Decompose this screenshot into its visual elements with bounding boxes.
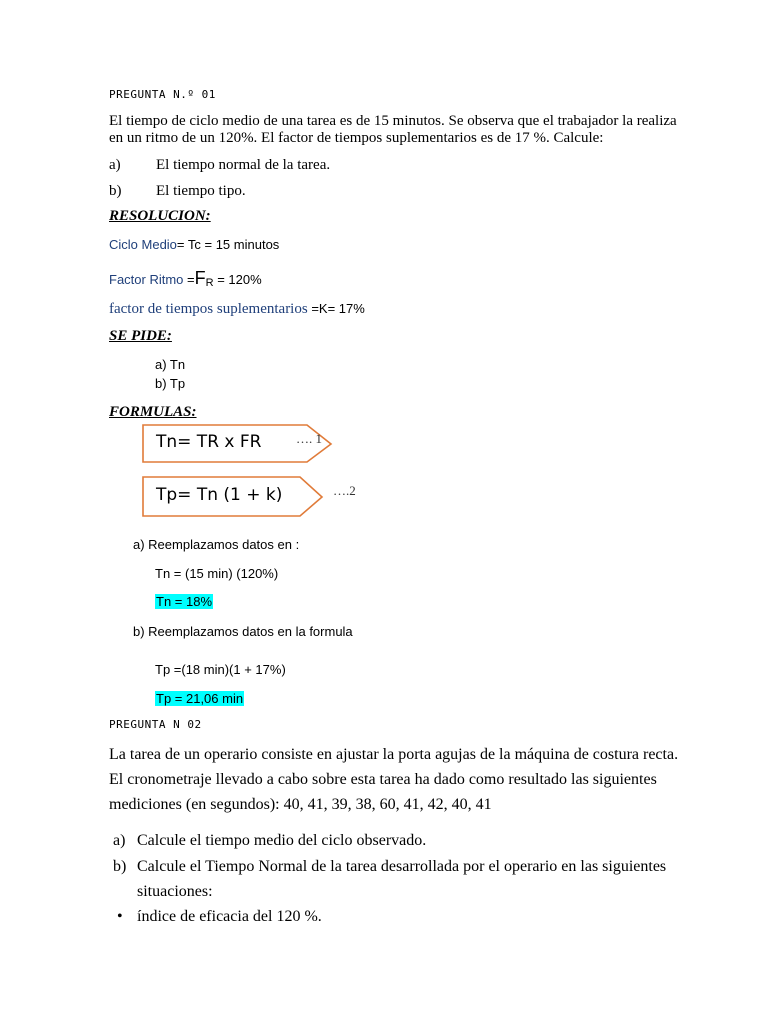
step-a-label: a) Reemplazamos datos en : xyxy=(133,537,300,552)
resolucion-heading: RESOLUCION: xyxy=(109,208,211,224)
q2-item-b-letter: b) xyxy=(113,858,127,875)
q1-statement-line-2: en un ritmo de un 120%. El factor de tiempos suplementarios es de 17 %. Calcule: xyxy=(109,130,604,146)
q1-item-b-text: El tiempo tipo. xyxy=(156,183,246,199)
formula-2-text: Tp= Tn (1 + k) xyxy=(156,485,283,505)
factor-ritmo-line xyxy=(109,268,262,289)
factor-ritmo-R: R xyxy=(205,277,214,289)
q1-heading: PREGUNTA N.º 01 xyxy=(109,88,216,101)
factor-ritmo-value: = 120% xyxy=(213,272,262,287)
q2-paragraph-line-2: El cronometraje llevado a cabo sobre esta tarea ha dado como resultado las siguientes xyxy=(109,771,657,788)
step-b-result xyxy=(155,691,244,706)
ciclo-medio-line xyxy=(109,237,279,252)
q2-paragraph-line-3: mediciones (en segundos): 40, 41, 39, 38, 60, 41, 42, 40, 41 xyxy=(109,796,492,813)
factor-ritmo-eq: = xyxy=(183,272,195,287)
q1-item-b-letter: b) xyxy=(109,183,122,199)
q2-paragraph-line-1: La tarea de un operario consiste en ajustar la porta agujas de la máquina de costura recta. xyxy=(109,746,679,763)
formula-1-ref: …. 1 xyxy=(296,431,322,446)
ciclo-medio-value: = Tc = 15 minutos xyxy=(176,237,280,252)
q1-item-a-text: El tiempo normal de la tarea. xyxy=(156,157,331,173)
se-pide-item-a: a) Tn xyxy=(155,357,186,372)
q2-item-a-letter: a) xyxy=(113,832,126,849)
factor-ritmo-F: F xyxy=(194,268,206,288)
q1-item-a-letter: a) xyxy=(109,157,121,173)
formula-2-ref: ….2 xyxy=(333,483,356,498)
suplementarios-value: =K= 17% xyxy=(307,301,365,316)
q2-item-b-text-line-1: Calcule el Tiempo Normal de la tarea desarrollada por el operario en las siguientes xyxy=(137,858,667,875)
suplementarios-line xyxy=(109,300,365,318)
formula-1-text: Tn= TR x FR xyxy=(156,432,262,452)
step-a-result xyxy=(155,594,213,609)
step-a-equation: Tn = (15 min) (120%) xyxy=(155,566,279,581)
formulas-heading: FORMULAS: xyxy=(109,404,197,420)
step-b-label: b) Reemplazamos datos en la formula xyxy=(133,624,353,639)
q1-statement-line-1: El tiempo de ciclo medio de una tarea es de 15 minutos. Se observa que el trabajador la realiza xyxy=(109,113,677,129)
step-b-result-highlight: Tp = 21,06 min xyxy=(156,691,244,706)
q2-item-b-text-line-2: situaciones: xyxy=(137,883,213,900)
q2-item-a-text: Calcule el tiempo medio del ciclo observado. xyxy=(137,832,427,849)
q2-heading: PREGUNTA N 02 xyxy=(109,718,202,731)
bullet-icon: • xyxy=(117,908,123,925)
factor-ritmo-label: Factor Ritmo xyxy=(109,272,184,287)
step-a-result-highlight: Tn = 18% xyxy=(156,594,213,609)
q2-bullet-text: índice de eficacia del 120 %. xyxy=(137,908,322,925)
step-b-equation: Tp =(18 min)(1 + 17%) xyxy=(155,662,286,677)
se-pide-item-b: b) Tp xyxy=(155,376,186,391)
ciclo-medio-label: Ciclo Medio xyxy=(109,237,177,252)
se-pide-heading: SE PIDE: xyxy=(109,328,172,344)
suplementarios-label: factor de tiempos suplementarios xyxy=(109,301,308,317)
